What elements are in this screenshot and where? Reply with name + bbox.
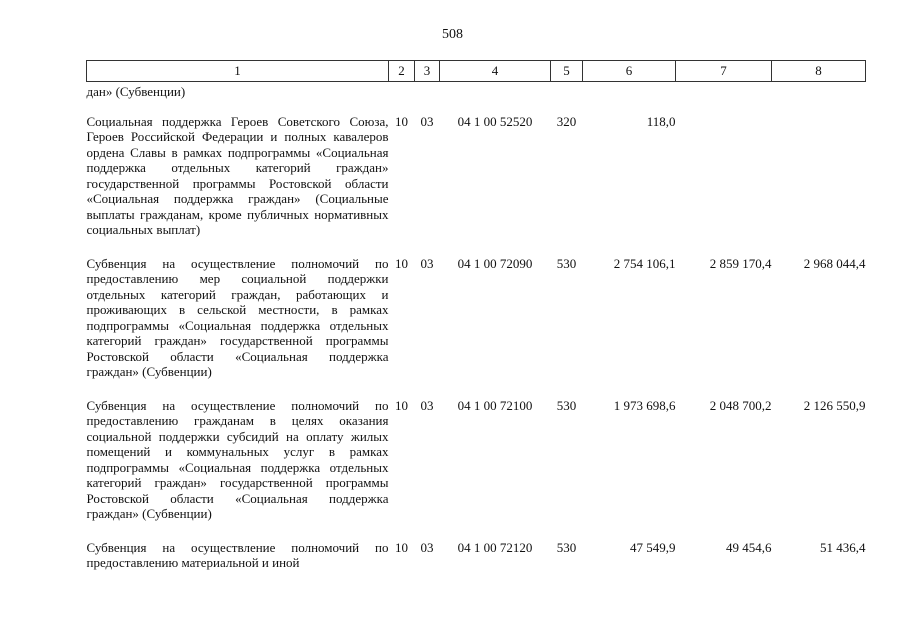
header-row xyxy=(87,61,866,82)
row-subsection: 03 xyxy=(420,255,434,271)
row-amount-col7: 2 859 170,4 xyxy=(709,255,772,271)
row-target-article: 04 1 00 52520 xyxy=(457,113,533,129)
header-col-5: 5 xyxy=(551,61,583,82)
row-section: 10 xyxy=(395,539,408,555)
row-description: Социальная поддержка Героев Советского Союза, Героев Российской Федерации и полных кавалеров ордена Славы в рамках подпрограммы «Социальная поддержка отдельных категорий граждан» государственной программы Ростовской области «Социальная поддержка граждан» (Социальные выплаты гражданам, кроме публичных нормативных социальных выплат) xyxy=(86,113,389,237)
row-expense-type: 530 xyxy=(556,539,577,555)
row-amount-col8 xyxy=(772,100,866,238)
page-number: 508 xyxy=(442,27,463,42)
header-col-1: 1 xyxy=(87,61,389,82)
row-amount-col7 xyxy=(676,100,772,238)
row-subsection: 03 xyxy=(420,113,434,129)
header-col-2: 2 xyxy=(389,61,415,82)
header-col-6: 6 xyxy=(583,61,676,82)
header-col-4: 4 xyxy=(440,61,551,82)
budget-table xyxy=(86,60,866,571)
row-amount-col8: 51 436,4 xyxy=(820,539,866,555)
row-description: Субвенция на осуществление полномочий по предоставлению материальной и иной xyxy=(86,539,389,570)
header-col-7: 7 xyxy=(676,61,772,82)
row-expense-type: 320 xyxy=(556,113,577,129)
row-section: 10 xyxy=(395,255,408,271)
row-target-article: 04 1 00 72100 xyxy=(457,397,533,413)
row-target-article: 04 1 00 72120 xyxy=(457,539,533,555)
row-amount-col7: 2 048 700,2 xyxy=(709,397,772,413)
table-row xyxy=(87,380,866,522)
table-row xyxy=(87,238,866,380)
row-expense-type: 530 xyxy=(556,397,577,413)
row-amount-col7: 49 454,6 xyxy=(726,539,772,555)
row-amount-col6: 47 549,9 xyxy=(630,539,676,555)
row-target-article: 04 1 00 72090 xyxy=(457,255,533,271)
row-amount-col6: 2 754 106,1 xyxy=(613,255,676,271)
row-amount-col6: 1 973 698,6 xyxy=(613,397,676,413)
row-expense-type: 530 xyxy=(556,255,577,271)
table-row xyxy=(87,522,866,571)
row-description: Субвенция на осуществление полномочий по предоставлению мер социальной поддержки отдельных категорий граждан, работающих и проживающих в сельской местности, в рамках подпрограммы «Социальная поддержка отдельных категорий граждан» государственной программы Ростовской области «Социальная поддержка граждан» (Субвенции) xyxy=(86,255,389,379)
header-col-3: 3 xyxy=(415,61,440,82)
row-subsection: 03 xyxy=(420,397,434,413)
header-col-8: 8 xyxy=(772,61,866,82)
row-amount-col8: 2 968 044,4 xyxy=(803,255,866,271)
row-subsection: 03 xyxy=(420,539,434,555)
continuation-text: дан» (Субвенции) xyxy=(86,84,186,99)
row-amount-col6: 118,0 xyxy=(646,113,676,129)
table-row xyxy=(87,100,866,238)
row-description: Субвенция на осуществление полномочий по предоставлению гражданам в целях оказания социальной поддержки субсидий на оплату жилых помещений и коммунальных услуг в рамках подпрограммы «Социальная поддержка отдельных категорий граждан» государственной программы Ростовской области «Социальная поддержка граждан» (Субвенции) xyxy=(86,397,389,521)
row-amount-col8: 2 126 550,9 xyxy=(803,397,866,413)
continuation-row xyxy=(87,82,866,100)
row-section: 10 xyxy=(395,397,408,413)
row-section: 10 xyxy=(395,113,408,129)
